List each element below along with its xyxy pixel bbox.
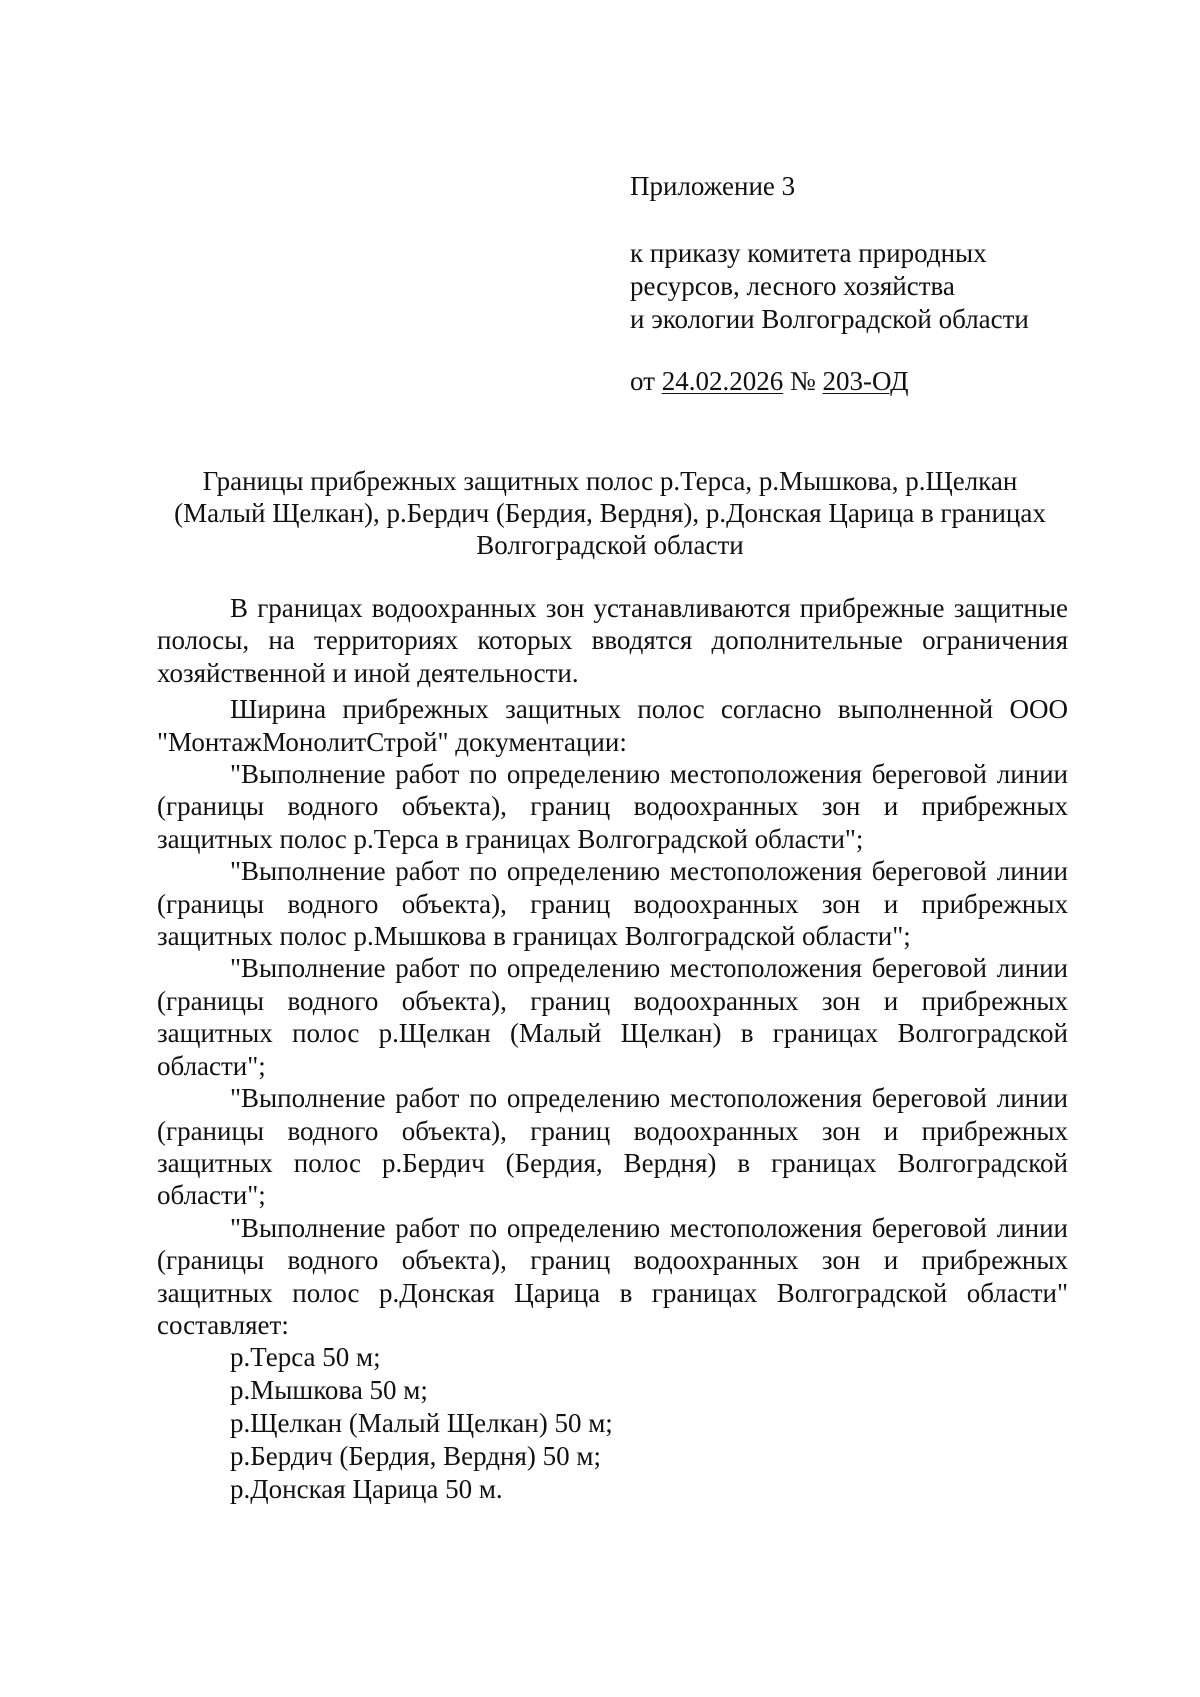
number-sign: № bbox=[783, 366, 823, 396]
paragraph: "Выполнение работ по определению местоположения береговой линии (границы водного объекта), границ водоохранных зон и прибрежных защитных полос р.Бердич (Бердия, Вердня) в границах Волгоградской области"; bbox=[157, 1083, 1068, 1211]
heading-line: (Малый Щелкан), р.Бердич (Бердия, Вердня), р.Донская Царица в границах bbox=[174, 498, 1046, 528]
order-date-number bbox=[630, 365, 1110, 398]
paragraph: "Выполнение работ по определению местоположения береговой линии (границы водного объекта), границ водоохранных зон и прибрежных защитных полос р.Мышкова в границах Волгоградской области"; bbox=[157, 856, 1068, 952]
paragraph: "Выполнение работ по определению местоположения береговой линии (границы водного объекта), границ водоохранных зон и прибрежных защитных полос р.Донская Царица в границах Волгоградской области" составляет: bbox=[157, 1212, 1068, 1340]
appendix-reference bbox=[630, 237, 1110, 336]
document-heading bbox=[150, 465, 1070, 561]
order-date: 24.02.2026 bbox=[661, 366, 784, 396]
paragraph: "Выполнение работ по определению местоположения береговой линии (границы водного объекта), границ водоохранных зон и прибрежных защитных полос р.Щелкан (Малый Щелкан) в границах Волгоградской области"; bbox=[157, 953, 1068, 1081]
list-item: р.Бердич (Бердия, Вердня) 50 м; bbox=[230, 1441, 601, 1472]
appendix-ref-line: к приказу комитета природных bbox=[630, 238, 987, 268]
list-item: р.Щелкан (Малый Щелкан) 50 м; bbox=[230, 1408, 613, 1439]
paragraph: "Выполнение работ по определению местоположения береговой линии (границы водного объекта), границ водоохранных зон и прибрежных защитных полос р.Терса в границах Волгоградской области"; bbox=[157, 759, 1068, 854]
list-item: р.Донская Царица 50 м. bbox=[230, 1474, 503, 1505]
date-prefix: от bbox=[630, 366, 662, 396]
list-item: р.Мышкова 50 м; bbox=[230, 1375, 428, 1406]
list-item: р.Терса 50 м; bbox=[230, 1342, 381, 1373]
heading-line: Границы прибрежных защитных полос р.Терса, р.Мышкова, р.Щелкан bbox=[202, 466, 1018, 496]
heading-line: Волгоградской области bbox=[476, 530, 744, 560]
appendix-ref-line: ресурсов, лесного хозяйства bbox=[630, 271, 955, 301]
appendix-title: Приложение 3 bbox=[630, 171, 796, 201]
paragraph: Ширина прибрежных защитных полос согласно выполненной ООО "МонтажМонолитСтрой" документации: bbox=[157, 694, 1068, 757]
paragraph: В границах водоохранных зон устанавливаются прибрежные защитные полосы, на территориях которых вводятся дополнительные ограничения хозяйственной и иной деятельности. bbox=[157, 593, 1068, 688]
document-body bbox=[157, 592, 1068, 1506]
appendix-ref-line: и экологии Волгоградской области bbox=[630, 304, 1029, 334]
width-list bbox=[157, 1341, 1068, 1506]
order-number: 203-ОД bbox=[822, 366, 909, 396]
